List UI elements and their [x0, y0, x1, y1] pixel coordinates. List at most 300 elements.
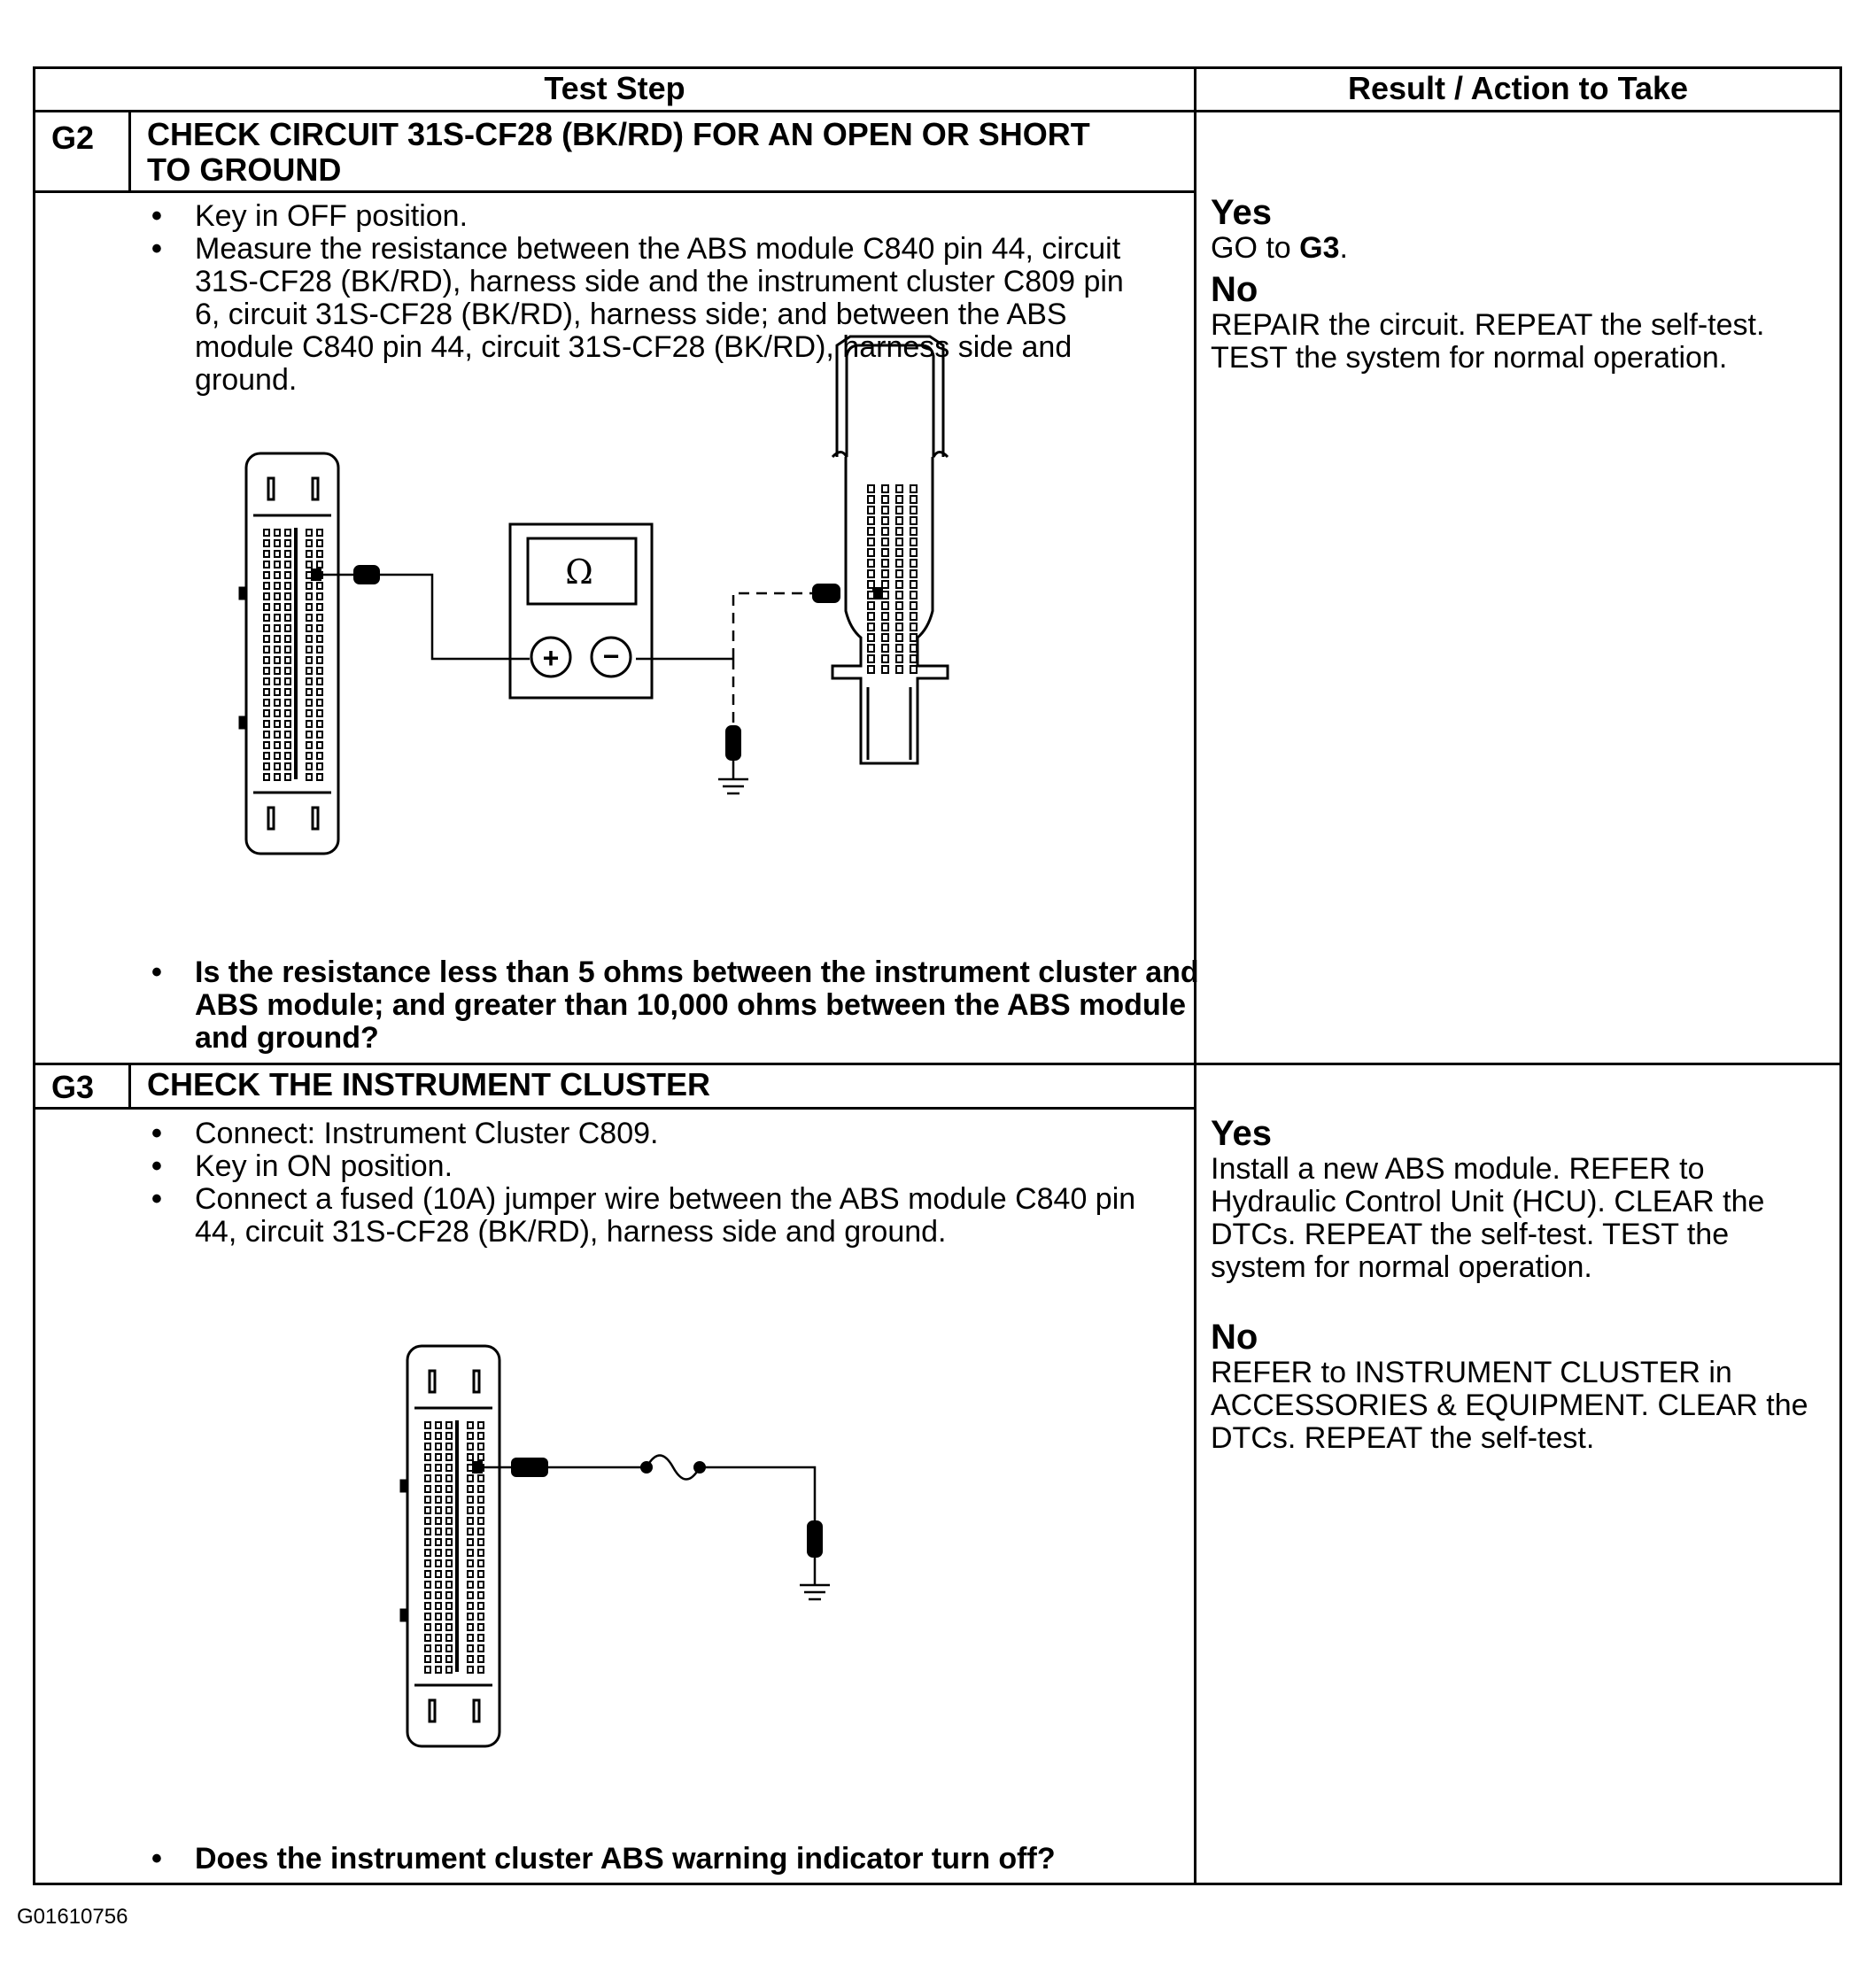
connector-pin [317, 561, 322, 568]
connector-pin [468, 1613, 473, 1620]
connector-pin [896, 485, 902, 492]
connector-pin [275, 604, 280, 610]
g2-yes-label: Yes [1211, 193, 1272, 232]
connector-pin [910, 507, 917, 514]
connector-pin [868, 602, 874, 609]
step-title-g2-line1: CHECK CIRCUIT 31S-CF28 (BK/RD) FOR AN OPEN OR SHORT [147, 116, 1090, 152]
connector-pin [425, 1486, 430, 1492]
connector-pin [285, 530, 290, 536]
connector-pin [275, 572, 280, 578]
connector-pin [478, 1560, 484, 1566]
connector-pin [910, 528, 917, 535]
connector-pin [446, 1465, 452, 1471]
connector-pin [910, 623, 917, 630]
g3-yes-label: Yes [1211, 1114, 1272, 1153]
connector-pin [306, 731, 312, 738]
connector-pin [436, 1507, 441, 1513]
connector-pin [436, 1571, 441, 1577]
step-id-g2: G2 [51, 120, 95, 156]
connector-pin [436, 1592, 441, 1598]
connector-pin [317, 721, 322, 727]
connector-pin [478, 1624, 484, 1630]
connector-pin [264, 561, 269, 568]
list-item: • Measure the resistance between the ABS module C840 pin 44, circuit 31S-CF28 (BK/RD), harness side and the instrument cluster C809 pin 6, circuit 31S-CF28 (BK/RD), harness side; and between the ABS module C840 pin 44, circuit 31S-CF28 (BK/RD), harness side and ground. [146, 233, 1156, 397]
connector-pin [275, 731, 280, 738]
connector-pin [425, 1603, 430, 1609]
connector-pin [446, 1603, 452, 1609]
connector-pin [446, 1475, 452, 1481]
connector-pin [285, 540, 290, 546]
connector-pin [446, 1582, 452, 1588]
connector-pin [478, 1582, 484, 1588]
connector-pin [275, 700, 280, 706]
connector-pin [275, 742, 280, 748]
connector-pin [436, 1465, 441, 1471]
connector-pin [478, 1497, 484, 1503]
connector-pin [446, 1518, 452, 1524]
connector-pin [868, 623, 874, 630]
header-result-action: Result / Action to Take [1347, 70, 1689, 106]
connector-pin [882, 592, 888, 599]
connector-pin [436, 1645, 441, 1652]
connector-pin [436, 1518, 441, 1524]
connector-pin [468, 1539, 473, 1545]
connector-pin [910, 581, 917, 588]
connector-pin [910, 560, 917, 567]
connector-pin [317, 593, 322, 599]
connector-pin [285, 625, 290, 631]
connector-pin [436, 1635, 441, 1641]
g2-no-label: No [1211, 270, 1258, 309]
g2-yes-prefix: GO to [1211, 231, 1300, 265]
connector-pin [275, 763, 280, 770]
connector-pin [306, 721, 312, 727]
connector-pin [478, 1443, 484, 1450]
connector-pin [425, 1539, 430, 1545]
connector-pin [317, 551, 322, 557]
connector-pin [425, 1465, 430, 1471]
connector-pin [306, 636, 312, 642]
connector-pin [868, 592, 874, 599]
connector-pin [275, 753, 280, 759]
connector-pin [285, 689, 290, 695]
connector-pin [896, 666, 902, 673]
minus-terminal-icon: − [602, 640, 620, 672]
connector-pin [275, 668, 280, 674]
connector-pin [436, 1486, 441, 1492]
connector-pin [896, 570, 902, 577]
connector-pin [468, 1656, 473, 1662]
connector-pin [468, 1454, 473, 1460]
connector-pin [425, 1656, 430, 1662]
connector-pin [425, 1645, 430, 1652]
connector-pin [317, 700, 322, 706]
connector-pin [317, 583, 322, 589]
connector-pin [910, 570, 917, 577]
connector-pin [264, 678, 269, 685]
connector-pin [896, 517, 902, 524]
connector-pin [478, 1571, 484, 1577]
connector-pin [468, 1433, 473, 1439]
connector-pin [882, 570, 888, 577]
connector-pin [446, 1528, 452, 1535]
connector-pin [868, 560, 874, 567]
connector-pin [882, 549, 888, 556]
connector-pin [446, 1497, 452, 1503]
probe-tips [312, 566, 882, 760]
connector-pin [468, 1592, 473, 1598]
connector-pin [306, 753, 312, 759]
list-item: • Connect a fused (10A) jumper wire between the ABS module C840 pin 44, circuit 31S-CF28 (BK/RD), harness side and ground. [146, 1183, 1156, 1249]
connector-pin [317, 657, 322, 663]
connector-pin [264, 646, 269, 653]
connector-pin [306, 646, 312, 653]
connector-pin [275, 774, 280, 780]
connector-pin [317, 636, 322, 642]
connector-pin [264, 583, 269, 589]
connector-pin [264, 604, 269, 610]
connector-pin [896, 538, 902, 545]
connector-pin [425, 1454, 430, 1460]
connector-pin [868, 496, 874, 503]
ground-symbol-g3 [800, 1557, 830, 1599]
connector-pin [275, 636, 280, 642]
connector-pin [896, 655, 902, 662]
connector-pin [436, 1656, 441, 1662]
connector-pin [306, 710, 312, 716]
connector-pin [896, 581, 902, 588]
connector-pin [478, 1433, 484, 1439]
connector-pin [285, 551, 290, 557]
connector-pin [446, 1592, 452, 1598]
connector-pin [910, 666, 917, 673]
connector-pin [468, 1645, 473, 1652]
connector-pin [868, 613, 874, 620]
connector-pin [275, 678, 280, 685]
instrument-cluster-connector [832, 336, 948, 763]
connector-pin [868, 538, 874, 545]
connector-pin [306, 604, 312, 610]
connector-pin [868, 528, 874, 535]
connector-pin [436, 1433, 441, 1439]
connector-pin [446, 1443, 452, 1450]
connector-pin [910, 645, 917, 652]
ground-symbol [718, 760, 748, 793]
g3-no-label: No [1211, 1318, 1258, 1357]
connector-pin [317, 731, 322, 738]
connector-pin [425, 1422, 430, 1428]
connector-pin [275, 561, 280, 568]
connector-pin [317, 678, 322, 685]
connector-pin [306, 678, 312, 685]
connector-pin [910, 655, 917, 662]
connector-pin [896, 602, 902, 609]
connector-pin [285, 657, 290, 663]
connector-pin [285, 668, 290, 674]
connector-pin [910, 592, 917, 599]
connector-pin [910, 485, 917, 492]
connector-pin [882, 560, 888, 567]
connector-pin [468, 1560, 473, 1566]
connector-pin [896, 623, 902, 630]
connector-pin [478, 1454, 484, 1460]
connector-pin [896, 507, 902, 514]
connector-pin [478, 1475, 484, 1481]
connector-pin [317, 615, 322, 621]
connector-pin [306, 742, 312, 748]
abs-connector-pins-g3 [425, 1422, 484, 1673]
connector-pin [317, 625, 322, 631]
connector-pin [446, 1624, 452, 1630]
connector-pin [425, 1528, 430, 1535]
connector-pin [425, 1667, 430, 1673]
connector-pin [446, 1422, 452, 1428]
connector-pin [264, 689, 269, 695]
connector-pin [868, 549, 874, 556]
connector-pin [446, 1507, 452, 1513]
connector-pin [882, 517, 888, 524]
connector-pin [468, 1507, 473, 1513]
connector-pin [306, 668, 312, 674]
connector-pin [306, 540, 312, 546]
connector-pin [478, 1603, 484, 1609]
connector-pin [436, 1550, 441, 1556]
connector-pin [446, 1539, 452, 1545]
connector-pin [317, 646, 322, 653]
connector-pin [882, 655, 888, 662]
connector-pin [478, 1528, 484, 1535]
step-title-g3: CHECK THE INSTRUMENT CLUSTER [147, 1066, 710, 1102]
meter-leads [317, 575, 841, 740]
list-item: • Key in OFF position. [146, 200, 1156, 233]
connector-pin [306, 561, 312, 568]
connector-pin [275, 615, 280, 621]
connector-pin [425, 1475, 430, 1481]
connector-pin [317, 540, 322, 546]
connector-pin [468, 1443, 473, 1450]
connector-pin [882, 613, 888, 620]
connector-pin [910, 549, 917, 556]
connector-pin [317, 689, 322, 695]
connector-pin [436, 1443, 441, 1450]
connector-pin [425, 1443, 430, 1450]
connector-pin [446, 1635, 452, 1641]
connector-pin [436, 1624, 441, 1630]
g3-instructions [146, 1118, 1156, 1249]
connector-pin [446, 1433, 452, 1439]
connector-pin [468, 1635, 473, 1641]
connector-pin [478, 1486, 484, 1492]
connector-pin [285, 593, 290, 599]
ohm-symbol: Ω [565, 553, 593, 592]
connector-pin [868, 645, 874, 652]
connector-pin [264, 721, 269, 727]
connector-pin [478, 1550, 484, 1556]
connector-pin [285, 561, 290, 568]
connector-pin [285, 678, 290, 685]
abs-connector-pins [264, 530, 322, 780]
connector-pin [436, 1497, 441, 1503]
connector-pin [436, 1560, 441, 1566]
connector-pin [468, 1624, 473, 1630]
connector-pin [285, 721, 290, 727]
connector-pin [896, 613, 902, 620]
connector-pin [306, 551, 312, 557]
connector-pin [478, 1667, 484, 1673]
connector-pin [910, 517, 917, 524]
connector-pin [446, 1667, 452, 1673]
connector-pin [275, 721, 280, 727]
connector-pin [275, 646, 280, 653]
connector-pin [882, 538, 888, 545]
connector-pin [446, 1613, 452, 1620]
connector-pin [868, 655, 874, 662]
connector-pin [285, 774, 290, 780]
connector-pin [436, 1603, 441, 1609]
connector-pin [446, 1486, 452, 1492]
connector-pin [436, 1528, 441, 1535]
connector-pin [436, 1539, 441, 1545]
connector-pin [446, 1560, 452, 1566]
connector-pin [910, 538, 917, 545]
g2-yes-target-link[interactable]: G3 [1299, 231, 1340, 265]
connector-pin [436, 1613, 441, 1620]
connector-pin [275, 551, 280, 557]
connector-pin [285, 710, 290, 716]
connector-pin [868, 507, 874, 514]
connector-pin [436, 1667, 441, 1673]
connector-pin [264, 540, 269, 546]
connector-pin [882, 485, 888, 492]
connector-pin [868, 666, 874, 673]
connector-pin [882, 623, 888, 630]
connector-pin [468, 1518, 473, 1524]
connector-pin [478, 1507, 484, 1513]
connector-pin [478, 1635, 484, 1641]
connector-pin [896, 549, 902, 556]
connector-pin [306, 700, 312, 706]
connector-pin [436, 1475, 441, 1481]
connector-pin [425, 1560, 430, 1566]
connector-pin [446, 1550, 452, 1556]
connector-pin [468, 1475, 473, 1481]
g2-question: • Is the resistance less than 5 ohms between the instrument cluster and ABS module; and greater than 10,000 ohms between the ABS module and ground? [146, 956, 1213, 1055]
connector-pin [285, 636, 290, 642]
connector-pin [264, 593, 269, 599]
connector-pin [285, 742, 290, 748]
g3-question: • Does the instrument cluster ABS warning indicator turn off? [146, 1843, 1240, 1876]
connector-pin [468, 1550, 473, 1556]
connector-pin [285, 572, 290, 578]
connector-pin [275, 530, 280, 536]
connector-pin [478, 1656, 484, 1662]
connector-pin [882, 602, 888, 609]
connector-pin [306, 689, 312, 695]
connector-pin [468, 1486, 473, 1492]
connector-pin [275, 710, 280, 716]
connector-pin [478, 1518, 484, 1524]
list-item: • Connect: Instrument Cluster C809. [146, 1118, 1156, 1150]
connector-pin [425, 1433, 430, 1439]
connector-pin [896, 592, 902, 599]
connector-pin [910, 496, 917, 503]
connector-pin [882, 634, 888, 641]
connector-pin [425, 1635, 430, 1641]
connector-pin [436, 1454, 441, 1460]
connector-pin [425, 1613, 430, 1620]
connector-pin [468, 1603, 473, 1609]
connector-pin [478, 1422, 484, 1428]
connector-pin [468, 1422, 473, 1428]
step-title-g2-line2: TO GROUND [147, 151, 342, 188]
connector-pin [285, 700, 290, 706]
connector-pin [264, 625, 269, 631]
connector-pin [285, 731, 290, 738]
connector-pin [478, 1539, 484, 1545]
connector-pin [446, 1571, 452, 1577]
connector-pin [868, 581, 874, 588]
connector-pin [868, 634, 874, 641]
connector-pin [468, 1571, 473, 1577]
figure-id: G01610756 [17, 1905, 128, 1929]
connector-pin [264, 763, 269, 770]
connector-pin [910, 602, 917, 609]
header-test-step: Test Step [544, 70, 685, 106]
connector-pin [868, 570, 874, 577]
connector-pin [264, 753, 269, 759]
g3-result [1211, 1114, 1831, 1455]
ohmmeter [510, 524, 652, 698]
connector-pin [306, 530, 312, 536]
connector-pin [306, 625, 312, 631]
connector-pin [264, 551, 269, 557]
connector-pin [425, 1497, 430, 1503]
connector-pin [896, 528, 902, 535]
plus-terminal-icon: + [542, 642, 560, 674]
connector-pin [446, 1656, 452, 1662]
connector-pin [264, 572, 269, 578]
connector-pin [882, 666, 888, 673]
connector-pin [478, 1613, 484, 1620]
g2-yes-action [1211, 232, 1831, 265]
connector-pin [275, 593, 280, 599]
connector-pin [896, 496, 902, 503]
connector-pin [275, 540, 280, 546]
connector-pin [306, 763, 312, 770]
connector-pin [468, 1582, 473, 1588]
connector-pin [468, 1667, 473, 1673]
connector-pin [285, 763, 290, 770]
connector-pin [264, 615, 269, 621]
connector-pin [285, 646, 290, 653]
connector-pin [306, 615, 312, 621]
connector-pin [306, 583, 312, 589]
connector-pin [882, 507, 888, 514]
connector-pin [264, 530, 269, 536]
connector-pin [868, 517, 874, 524]
g3-no-action: REFER to INSTRUMENT CLUSTER in ACCESSORIES & EQUIPMENT. CLEAR the DTCs. REPEAT the self-test. [1211, 1356, 1808, 1455]
connector-pin [264, 657, 269, 663]
connector-pin [285, 615, 290, 621]
connector-pin [425, 1550, 430, 1556]
connector-pin [317, 753, 322, 759]
connector-pin [436, 1422, 441, 1428]
connector-pin [910, 634, 917, 641]
connector-pin [317, 742, 322, 748]
connector-pin [425, 1571, 430, 1577]
connector-pin [446, 1645, 452, 1652]
connector-pin [306, 774, 312, 780]
